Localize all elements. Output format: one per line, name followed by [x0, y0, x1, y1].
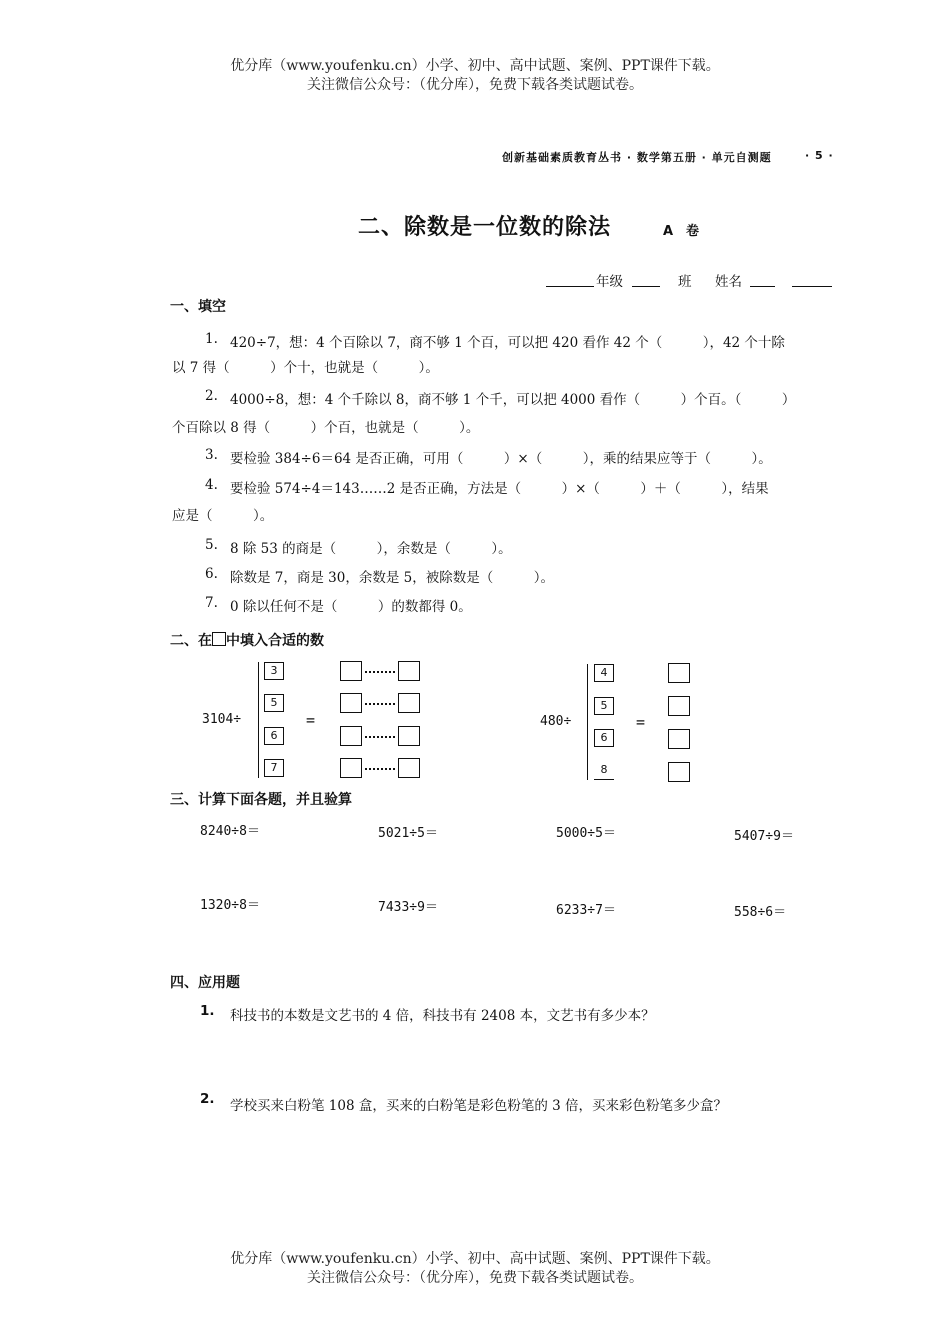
- page-number: · 5 ·: [805, 149, 834, 162]
- calc-problem: 5000÷5＝: [556, 826, 616, 841]
- divisor-box: 4: [594, 664, 614, 682]
- divisor-box: 3: [264, 662, 284, 680]
- quotient-box[interactable]: [340, 693, 362, 713]
- grade-blank[interactable]: [546, 286, 594, 287]
- watermark-top-line1: 优分库（www.youfenku.cn）小学、初中、高中试题、案例、PPT课件下载。: [230, 58, 720, 74]
- watermark-bottom-line1: 优分库（www.youfenku.cn）小学、初中、高中试题、案例、PPT课件下载。: [230, 1251, 720, 1267]
- section2-heading: [170, 630, 324, 650]
- calc-problem: 1320÷8＝: [200, 898, 260, 913]
- watermark-bottom-line2: 关注微信公众号：（优分库），免费下载各类试题试卷。: [307, 1270, 643, 1286]
- quotient-box[interactable]: [668, 663, 690, 683]
- item-text: 420÷7，想：4 个百除以 7，商不够 1 个百，可以把 420 看作 42 个（ ），42 个十除: [230, 335, 785, 351]
- item-text: 要检验 384÷6＝64 是否正确，可用（ ）×（ ），乘的结果应等于（ ）。: [230, 451, 772, 467]
- name-blank[interactable]: [750, 286, 775, 287]
- remainder-dots: [365, 736, 395, 738]
- divisor-box: 5: [594, 697, 614, 715]
- remainder-dots: [365, 671, 395, 673]
- brace-icon: [258, 662, 259, 778]
- item-text: 除数是 7，商是 30，余数是 5，被除数是（ ）。: [230, 570, 554, 586]
- remainder-box[interactable]: [398, 661, 420, 681]
- class-label: 班: [678, 274, 692, 290]
- calc-problem: 6233÷7＝: [556, 903, 616, 918]
- item-text: 要检验 574÷4＝143……2 是否正确，方法是（ ）×（ ）＋（ ），结果: [230, 481, 769, 497]
- section2-heading-post: 中填入合适的数: [226, 633, 324, 649]
- remainder-dots: [365, 703, 395, 705]
- word-problem-text: 科技书的本数是文艺书的 4 倍，科技书有 2408 本，文艺书有多少本？: [230, 1008, 655, 1024]
- divisor-box: 8: [594, 762, 614, 780]
- quotient-box[interactable]: [340, 758, 362, 778]
- quotient-box[interactable]: [668, 762, 690, 782]
- item-text-cont: 应是（ ）。: [172, 508, 274, 524]
- extra-blank[interactable]: [792, 286, 832, 287]
- calc-problem: 8240÷8＝: [200, 824, 260, 839]
- equals-sign: =: [306, 711, 316, 729]
- divisor-box: 7: [264, 759, 284, 777]
- divisor-box: 5: [264, 694, 284, 712]
- word-problem-text: 学校买来白粉笔 108 盒，买来的白粉笔是彩色粉笔的 3 倍，买来彩色粉笔多少盒？: [230, 1098, 728, 1114]
- word-problem-number: 1.: [200, 1003, 215, 1019]
- item-text: 0 除以任何不是（ ）的数都得 0。: [230, 599, 472, 615]
- item-text-cont: 个百除以 8 得（ ）个百，也就是（ ）。: [172, 420, 480, 436]
- watermark-top-line2: 关注微信公众号：（优分库），免费下载各类试题试卷。: [307, 77, 643, 93]
- quotient-box[interactable]: [668, 729, 690, 749]
- section3-heading: 三、计算下面各题，并且验算: [170, 792, 352, 808]
- section2-heading-pre: 二、在: [170, 633, 212, 649]
- word-problem-number: 2.: [200, 1091, 215, 1107]
- section4-heading: 四、应用题: [170, 975, 240, 991]
- equals-sign: =: [636, 713, 646, 731]
- remainder-dots: [365, 768, 395, 770]
- class-blank[interactable]: [632, 286, 660, 287]
- square-icon: [212, 632, 226, 646]
- quotient-box[interactable]: [668, 696, 690, 716]
- remainder-box[interactable]: [398, 726, 420, 746]
- item-text-cont: 以 7 得（ ）个十，也就是（ ）。: [172, 360, 439, 376]
- calc-problem: 5407÷9＝: [734, 829, 794, 844]
- remainder-box[interactable]: [398, 693, 420, 713]
- divisor-box: 6: [594, 729, 614, 747]
- dividend-label: 3104÷: [202, 712, 242, 727]
- quotient-box[interactable]: [340, 726, 362, 746]
- divisor-box: 6: [264, 727, 284, 745]
- running-header: 创新基础素质教育丛书 · 数学第五册 · 单元自测题: [502, 151, 772, 164]
- item-number: 2.: [205, 388, 218, 404]
- calc-problem: 5021÷5＝: [378, 826, 438, 841]
- grade-label: 年级: [596, 274, 623, 290]
- item-number: 3.: [205, 447, 218, 463]
- dividend-label: 480÷: [540, 714, 572, 729]
- item-number: 6.: [205, 566, 218, 582]
- calc-problem: 7433÷9＝: [378, 900, 438, 915]
- item-text: 4000÷8，想：4 个千除以 8，商不够 1 个千，可以把 4000 看作（ ）个百。（ ）: [230, 392, 796, 408]
- page-title: 二、除数是一位数的除法: [358, 215, 612, 240]
- section1-heading: 一、填空: [170, 299, 226, 315]
- item-number: 5.: [205, 537, 218, 553]
- name-label: 姓名: [715, 274, 742, 290]
- quotient-box[interactable]: [340, 661, 362, 681]
- item-number: 7.: [205, 595, 218, 611]
- item-number: 4.: [205, 477, 218, 493]
- item-text: 8 除 53 的商是（ ），余数是（ ）。: [230, 541, 512, 557]
- calc-problem: 558÷6＝: [734, 905, 787, 920]
- paper-label: A 卷: [663, 224, 700, 239]
- remainder-box[interactable]: [398, 758, 420, 778]
- brace-icon: [587, 664, 588, 780]
- item-number: 1.: [205, 331, 218, 347]
